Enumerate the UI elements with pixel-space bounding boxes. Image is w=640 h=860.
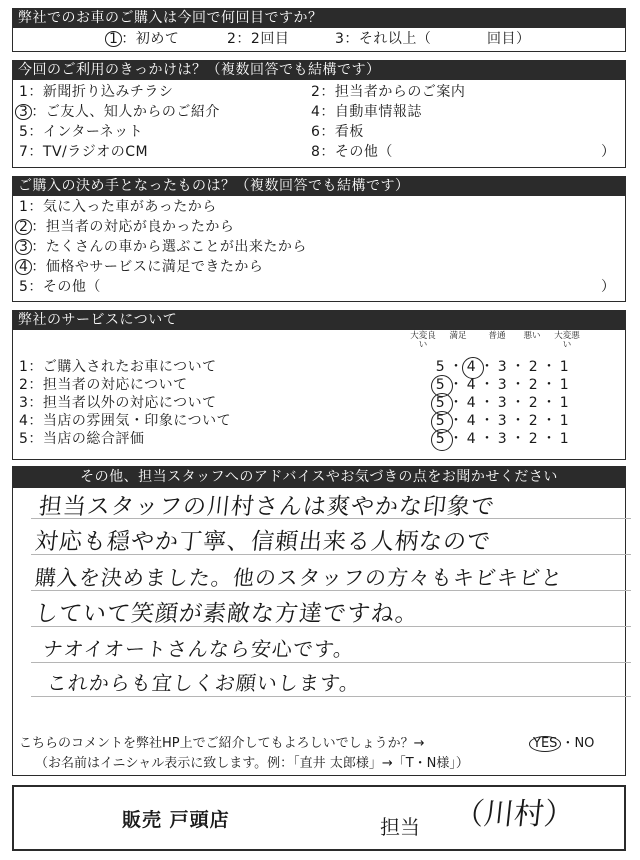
q3-option-2[interactable]: 2 ：担当者の対応が良かったから — [19, 218, 234, 236]
footer-box — [12, 785, 626, 851]
q2-option-2[interactable]: 2：担当者からのご案内 — [311, 84, 466, 100]
rating-row-2[interactable]: 5 ・ 4 ・ 3 ・ 2 ・ 1 — [425, 376, 580, 394]
consent-no[interactable]: NO — [574, 736, 595, 751]
q2-close-paren: ） — [601, 144, 616, 160]
rating-option-2[interactable]: 2 — [528, 377, 539, 393]
consent-note: （お名前はイニシャル表示に致します。例：「直井 太郎様」→「T・N様」） — [35, 756, 469, 771]
store-name: 販売 戸頭店 — [122, 809, 230, 831]
comment-line-3: 購入を決めました。他のスタッフの方々もキビキビと — [33, 566, 565, 590]
q3-title: ご購入の決め手となったものは？（複数回答でも結構です） — [12, 176, 626, 196]
staff-name: （川村） — [452, 797, 576, 832]
rating-row-1[interactable]: 5 ・ 4 ・ 3 ・ 2 ・ 1 — [425, 358, 580, 376]
selection-circle: 3 — [15, 104, 32, 120]
selection-circle: 2 — [15, 219, 32, 235]
rating-option-2[interactable]: 2 — [528, 413, 539, 429]
rating-option-4[interactable]: 4 — [466, 431, 477, 447]
q1-option-1[interactable]: 1 ：初めて — [109, 30, 179, 48]
rating-option-4[interactable]: 4 — [466, 377, 477, 393]
consent-yes[interactable]: YES — [529, 736, 561, 752]
comment-line-2: 対応も穏やか丁寧、信頼出来る人柄なので — [33, 529, 493, 555]
q2-body — [12, 80, 626, 168]
q3-option-5[interactable]: 5：その他（ — [19, 279, 101, 295]
scale-label-2: 悪い — [523, 331, 541, 341]
q2-option-7[interactable]: 7：TV/ラジオのCM — [19, 144, 149, 160]
q3-option-1[interactable]: 1：気に入った車があったから — [19, 199, 217, 215]
rating-option-5[interactable]: 5 — [435, 359, 446, 375]
q2-option-4[interactable]: 4：自動車情報誌 — [311, 104, 422, 120]
comment-line-4: していて笑顔が素敵な方達ですね。 — [33, 601, 421, 627]
rating-option-2[interactable]: 2 — [528, 359, 539, 375]
q1-title: 弊社でのお車のご購入は今回で何回目ですか？ — [12, 8, 626, 28]
consent-question: こちらのコメントを弊社HP上でご紹介してもよろしいでしょうか？→ — [19, 736, 425, 751]
staff-label: 担当 — [380, 815, 420, 839]
rating-option-4[interactable]: 4 — [466, 395, 477, 411]
comments-title: その他、担当スタッフへのアドバイスやお気づきの点をお聞かせください — [12, 466, 626, 488]
rating-option-3[interactable]: 3 — [497, 359, 508, 375]
rating-option-1[interactable]: 1 — [559, 359, 570, 375]
rating-option-1[interactable]: 1 — [559, 431, 570, 447]
rating-option-3[interactable]: 3 — [497, 377, 508, 393]
rating-option-5[interactable]: 5 — [425, 412, 456, 430]
rating-option-3[interactable]: 3 — [497, 431, 508, 447]
selection-circle: 1 — [105, 31, 122, 47]
q3-option-3[interactable]: 3 ：たくさんの車から選ぶことが出来たから — [19, 238, 307, 256]
q4-title: 弊社のサービスについて — [12, 310, 626, 330]
consent-options[interactable]: YES ・NO — [529, 736, 594, 752]
comment-line-5: ナオイオートさんなら安心です。 — [41, 637, 356, 661]
q2-title: 今回のご利用のきっかけは？（複数回答でも結構です） — [12, 60, 626, 80]
rating-row-3[interactable]: 5 ・ 4 ・ 3 ・ 2 ・ 1 — [425, 394, 580, 412]
rating-option-2[interactable]: 2 — [528, 431, 539, 447]
q4-item-1-label: 1：ご購入されたお車について — [19, 359, 217, 375]
scale-label-5: 大変良い — [410, 331, 436, 350]
rating-option-1[interactable]: 1 — [559, 395, 570, 411]
rating-option-4[interactable]: 4 — [466, 413, 477, 429]
rating-option-2[interactable]: 2 — [528, 395, 539, 411]
comments-box — [12, 466, 626, 776]
q1-suffix: 回目） — [487, 31, 531, 47]
q3-close-paren: ） — [601, 279, 616, 295]
rating-option-5[interactable]: 5 — [425, 394, 456, 412]
rating-option-5[interactable]: 5 — [425, 430, 456, 448]
q2-option-3[interactable]: 3 ：ご友人、知人からのご紹介 — [19, 103, 220, 121]
selection-circle: 4 — [15, 259, 32, 275]
selection-circle: 3 — [15, 239, 32, 255]
q2-option-8[interactable]: 8：その他（ — [311, 144, 393, 160]
q1-option-3[interactable]: 3：それ以上（ — [335, 31, 432, 47]
scale-label-3: 普通 — [488, 331, 506, 341]
q2-option-6[interactable]: 6：看板 — [311, 124, 364, 140]
rating-option-4[interactable]: 4 — [456, 358, 487, 376]
rating-row-5[interactable]: 5 ・ 4 ・ 3 ・ 2 ・ 1 — [425, 430, 580, 448]
q2-option-1[interactable]: 1：新聞折り込みチラシ — [19, 84, 174, 100]
comment-line-6: これからも宜しくお願いします。 — [45, 671, 362, 695]
q1-body — [12, 28, 626, 52]
q4-item-5-label: 5：当店の総合評価 — [19, 431, 145, 447]
rating-option-1[interactable]: 1 — [559, 377, 570, 393]
q1-option-2[interactable]: 2：2回目 — [227, 31, 290, 47]
q4-body — [12, 330, 626, 460]
comment-line-1: 担当スタッフの川村さんは爽やかな印象で — [37, 494, 497, 520]
scale-label-4: 満足 — [449, 331, 467, 341]
q3-body — [12, 196, 626, 302]
q2-option-5[interactable]: 5：インターネット — [19, 124, 144, 140]
q4-item-3-label: 3：担当者以外の対応について — [19, 395, 217, 411]
rating-row-4[interactable]: 5 ・ 4 ・ 3 ・ 2 ・ 1 — [425, 412, 580, 430]
q3-option-4[interactable]: 4 ：価格やサービスに満足できたから — [19, 258, 263, 276]
rating-option-5[interactable]: 5 — [425, 376, 456, 394]
rating-option-3[interactable]: 3 — [497, 413, 508, 429]
q4-item-4-label: 4：当店の雰囲気・印象について — [19, 413, 232, 429]
q4-item-2-label: 2：担当者の対応について — [19, 377, 188, 393]
rating-option-3[interactable]: 3 — [497, 395, 508, 411]
rating-option-1[interactable]: 1 — [559, 413, 570, 429]
scale-label-1: 大変悪い — [554, 331, 580, 350]
